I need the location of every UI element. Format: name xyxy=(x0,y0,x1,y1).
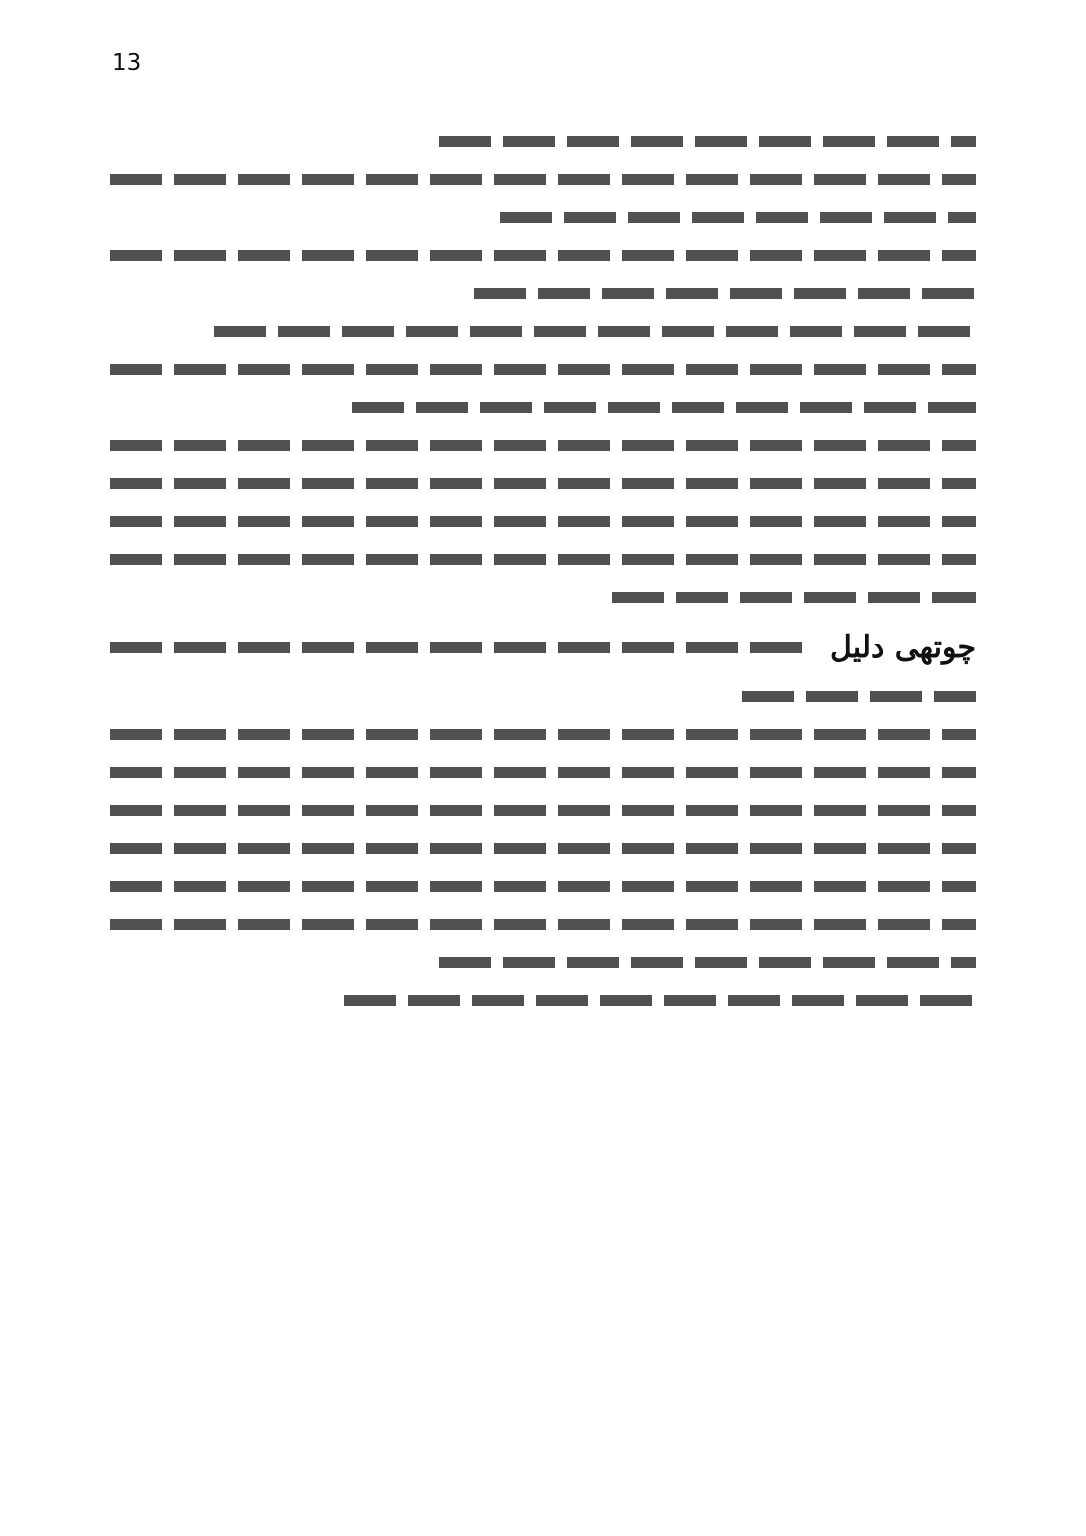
text-line-placeholder xyxy=(439,136,976,147)
text-line-placeholder xyxy=(500,212,976,223)
paragraph xyxy=(110,440,976,603)
paragraph xyxy=(110,729,976,968)
text-line-placeholder xyxy=(110,250,976,261)
paragraph xyxy=(110,995,976,1006)
text-line-placeholder xyxy=(439,957,976,968)
text-line-placeholder xyxy=(110,843,976,854)
page-number: 13 xyxy=(112,50,142,76)
paragraph xyxy=(110,136,976,147)
paragraph xyxy=(110,174,976,223)
text-line-placeholder xyxy=(742,691,976,702)
text-line-placeholder xyxy=(110,919,976,930)
heading-row xyxy=(110,630,976,665)
text-line-placeholder xyxy=(110,642,812,653)
text-line-placeholder xyxy=(110,805,976,816)
paragraph xyxy=(110,364,976,413)
text-line-placeholder xyxy=(110,767,976,778)
text-line-placeholder xyxy=(474,288,976,299)
text-line-placeholder xyxy=(110,554,976,565)
page-body xyxy=(110,110,976,1033)
section-heading: چوتھی دلیل xyxy=(830,630,976,665)
paragraph xyxy=(110,326,976,337)
text-line-placeholder xyxy=(110,516,976,527)
text-line-placeholder xyxy=(110,478,976,489)
text-line-placeholder xyxy=(612,592,976,603)
text-line-placeholder xyxy=(110,881,976,892)
text-line-placeholder xyxy=(344,995,976,1006)
paragraph xyxy=(110,630,976,702)
text-line-placeholder xyxy=(110,174,976,185)
text-line-placeholder xyxy=(214,326,976,337)
text-line-placeholder xyxy=(110,364,976,375)
text-line-placeholder xyxy=(110,440,976,451)
paragraph xyxy=(110,250,976,299)
text-line-placeholder xyxy=(352,402,976,413)
text-line-placeholder xyxy=(110,729,976,740)
